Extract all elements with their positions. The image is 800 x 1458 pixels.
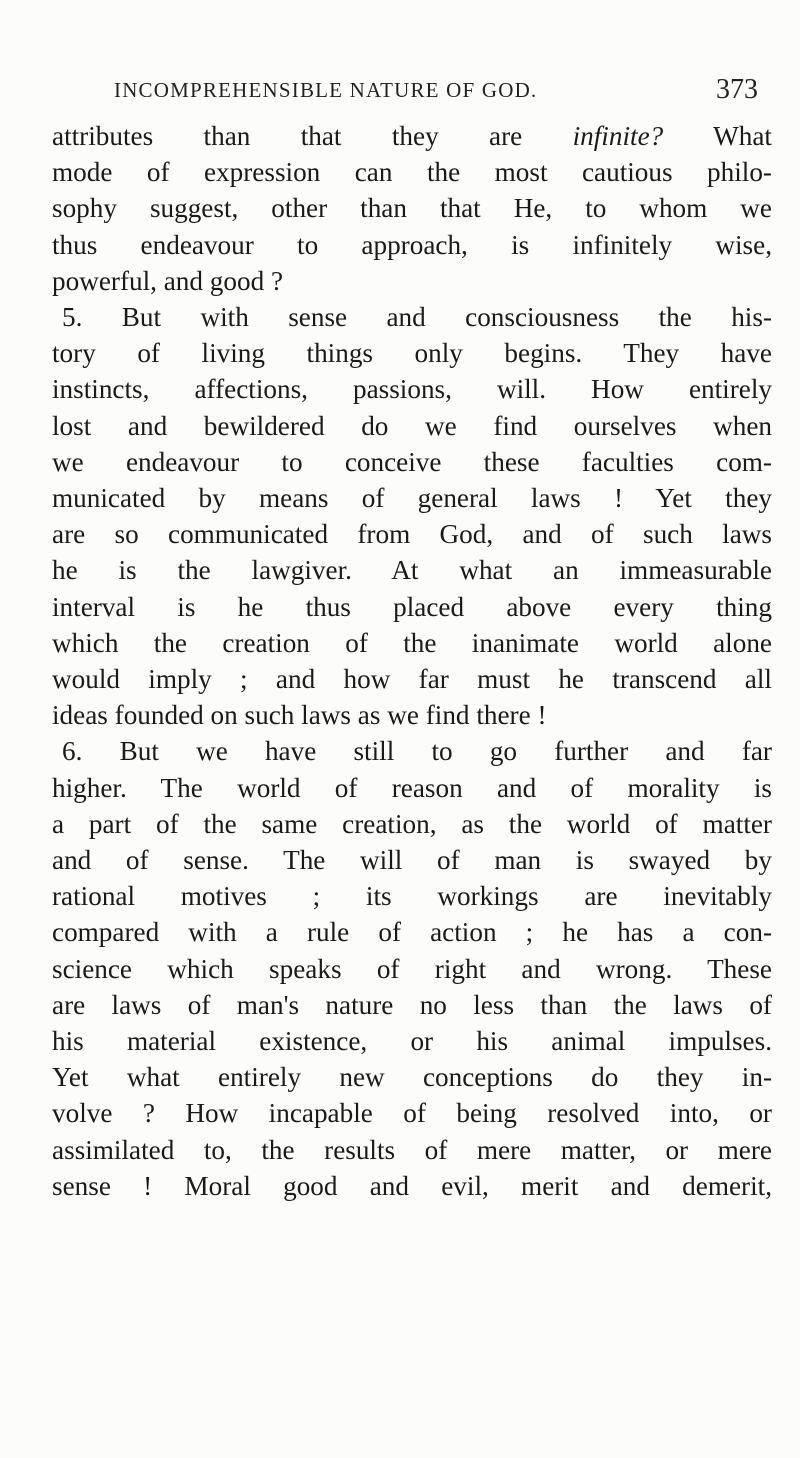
text-line: attributes than that they are infinite? What bbox=[52, 121, 772, 151]
paragraph-start-5: 5. But with sense and consciousness the his- bbox=[62, 302, 772, 333]
text-line: are laws of man's nature no less than the laws of bbox=[52, 989, 772, 1020]
text-line: higher. The world of reason and of morality is bbox=[52, 772, 772, 803]
text-line: we endeavour to conceive these faculties com- bbox=[52, 446, 772, 477]
text-line: interval is he thus placed above every thing bbox=[52, 591, 772, 622]
text-line: sense ! Moral good and evil, merit and demerit, bbox=[52, 1170, 772, 1201]
text-line: are so communicated from God, and of such laws bbox=[52, 519, 772, 550]
text-line: instincts, affections, passions, will. How entirely bbox=[52, 374, 772, 405]
paragraph-start-6: 6. But we have still to go further and far bbox=[62, 736, 772, 767]
text-line: rational motives ; its workings are inevitably bbox=[52, 881, 772, 912]
text-line: volve ? How incapable of being resolved into, or bbox=[52, 1098, 772, 1129]
page-number: 373 bbox=[716, 74, 758, 105]
text-line: sophy suggest, other than that He, to whom we bbox=[52, 193, 772, 224]
text-line: he is the lawgiver. At what an immeasurable bbox=[52, 555, 772, 586]
text-line: and of sense. The will of man is swayed by bbox=[52, 845, 772, 876]
text-line: lost and bewildered do we find ourselves when bbox=[52, 410, 772, 441]
text-line: powerful, and good ? bbox=[52, 265, 284, 296]
book-page bbox=[52, 74, 772, 1204]
text-line: assimilated to, the results of mere matter, or mere bbox=[52, 1134, 772, 1165]
text-line: thus endeavour to approach, is infinitely wise, bbox=[52, 229, 772, 260]
text-line: municated by means of general laws ! Yet they bbox=[52, 483, 772, 514]
text-line: a part of the same creation, as the world of matter bbox=[52, 808, 772, 839]
text-line: which the creation of the inanimate world alone bbox=[52, 627, 772, 658]
text-line: ideas founded on such laws as we find there ! bbox=[52, 700, 547, 731]
text-line: would imply ; and how far must he transcend all bbox=[52, 664, 772, 695]
text-line: tory of living things only begins. They have bbox=[52, 338, 772, 369]
text-line: mode of expression can the most cautious philo- bbox=[52, 157, 772, 188]
running-title: INCOMPREHENSIBLE NATURE OF GOD. bbox=[114, 78, 538, 102]
running-head bbox=[52, 74, 772, 104]
body-text bbox=[52, 118, 772, 1204]
emphasis-infinite: infinite? bbox=[572, 121, 664, 151]
text-line: Yet what entirely new conceptions do they in- bbox=[52, 1062, 772, 1093]
text-line: compared with a rule of action ; he has a con- bbox=[52, 917, 772, 948]
text-line: science which speaks of right and wrong. These bbox=[52, 953, 772, 984]
text-line: his material existence, or his animal impulses. bbox=[52, 1026, 772, 1057]
